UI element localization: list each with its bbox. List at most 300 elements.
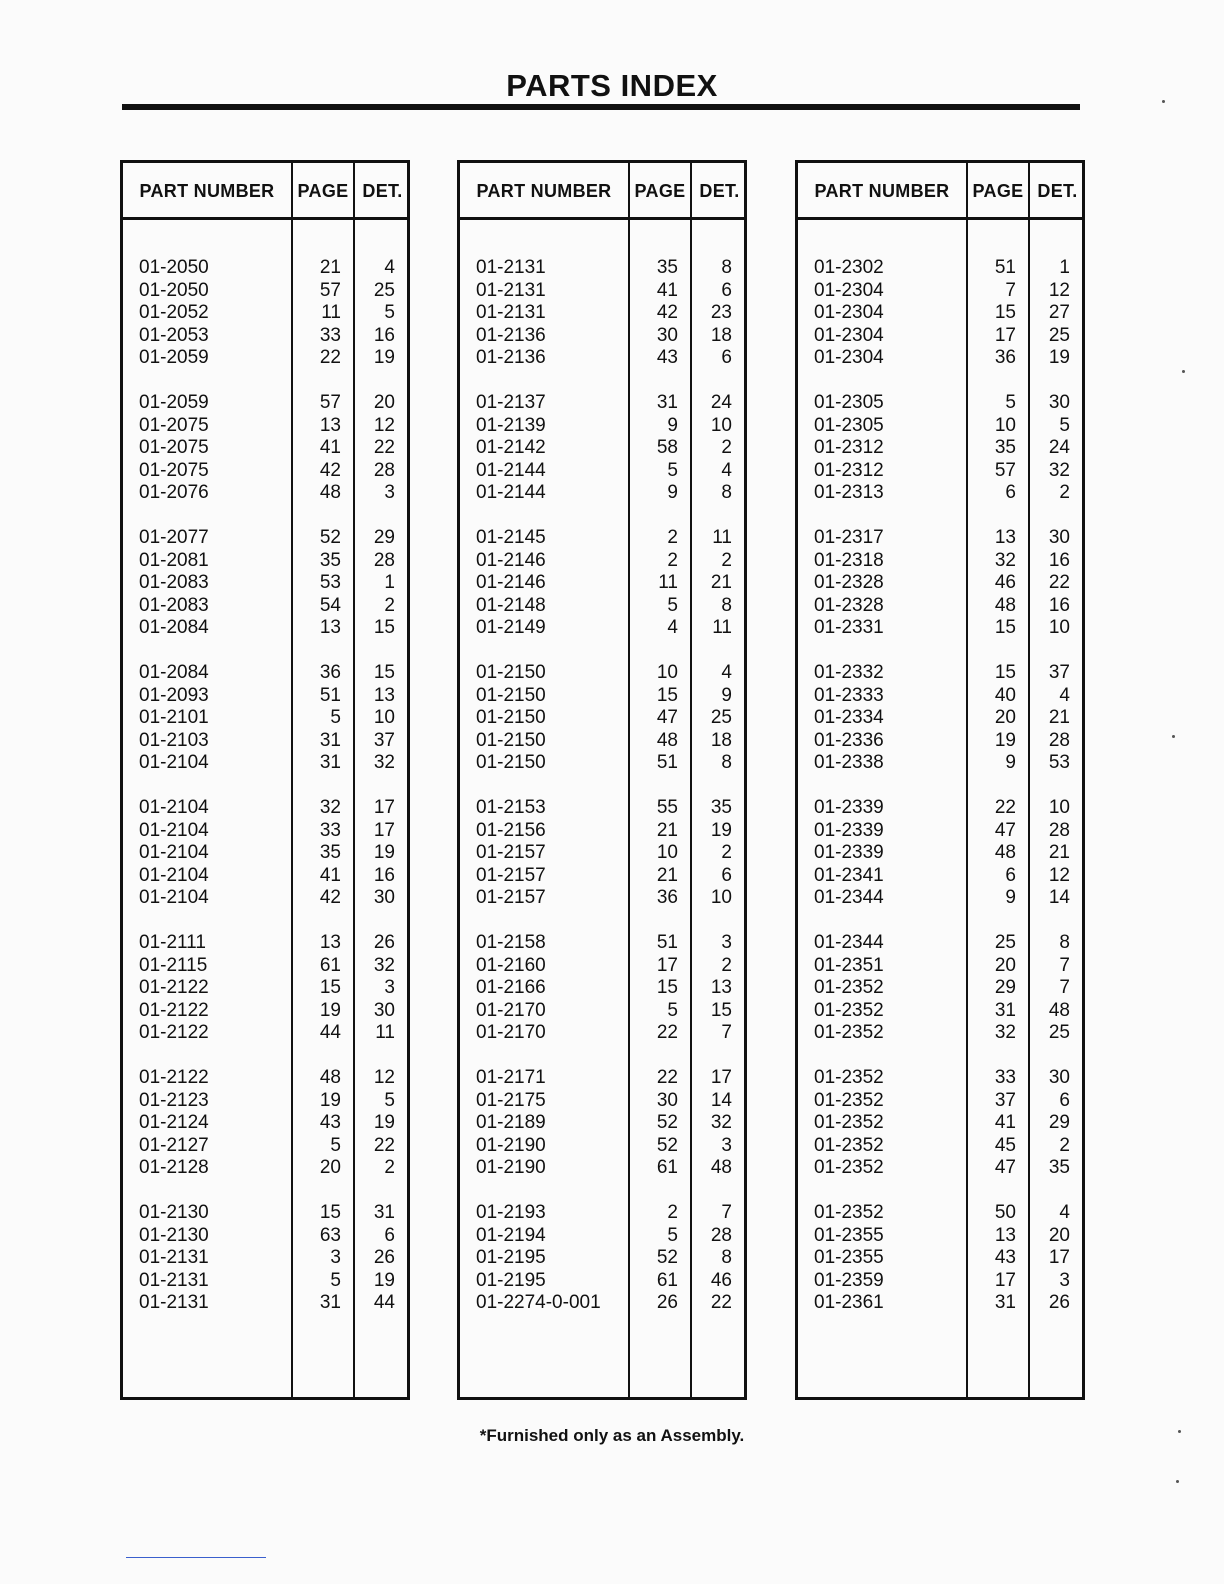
det-cell: 16: [1048, 549, 1070, 571]
table-row: [798, 977, 1082, 1000]
scan-speck: [1178, 1430, 1181, 1433]
table-row: [123, 752, 407, 775]
table-row: [123, 707, 407, 730]
page-cell: 2: [667, 549, 678, 571]
row-group: [460, 932, 744, 1045]
page-cell: 25: [994, 932, 1016, 953]
page-cell: 47: [994, 1157, 1016, 1178]
page-cell: 48: [994, 842, 1016, 863]
table-row: [460, 527, 744, 550]
part-number-cell: 01-2304: [814, 302, 884, 323]
parts-table-2: [457, 160, 747, 1400]
det-cell: 26: [373, 1247, 395, 1268]
table-row: [798, 842, 1082, 865]
table-row: [460, 280, 744, 303]
page-cell: 44: [319, 1022, 341, 1043]
part-number-cell: 01-2084: [139, 617, 209, 638]
table-row: [460, 1247, 744, 1270]
part-number-cell: 01-2150: [476, 752, 546, 773]
page-cell: 51: [656, 752, 678, 773]
table-row: [460, 392, 744, 415]
det-cell: 9: [721, 684, 732, 706]
part-number-cell: 01-2339: [814, 797, 884, 818]
row-group: [460, 797, 744, 910]
part-number-cell: 01-2145: [476, 527, 546, 548]
table-row: [460, 865, 744, 888]
part-number-cell: 01-2059: [139, 392, 209, 413]
part-number-cell: 01-2171: [476, 1067, 546, 1088]
table-row: [798, 482, 1082, 505]
table-row: [798, 1135, 1082, 1158]
page-cell: 13: [994, 527, 1016, 548]
det-cell: 2: [1059, 482, 1070, 503]
part-number-cell: 01-2332: [814, 662, 884, 683]
part-number-cell: 01-2146: [476, 549, 546, 571]
table-row: [460, 730, 744, 753]
table-row: [123, 1292, 407, 1315]
part-number-cell: 01-2352: [814, 1202, 884, 1223]
page-cell: 5: [667, 999, 678, 1021]
det-cell: 8: [721, 257, 732, 278]
part-number-cell: 01-2131: [476, 279, 546, 301]
table-row: [798, 1090, 1082, 1113]
table-header: [798, 163, 1082, 220]
part-number-cell: 01-2158: [476, 932, 546, 953]
part-number-cell: 01-2150: [476, 684, 546, 706]
table-row: [460, 347, 744, 370]
part-number-cell: 01-2359: [814, 1269, 884, 1291]
det-cell: 24: [710, 392, 732, 413]
row-group: [123, 527, 407, 640]
page-cell: 31: [994, 1292, 1016, 1313]
table-header: [460, 163, 744, 220]
page-cell: 5: [330, 707, 341, 728]
det-cell: 10: [710, 887, 732, 908]
det-cell: 32: [373, 954, 395, 976]
part-number-cell: 01-2050: [139, 279, 209, 301]
part-number-cell: 01-2156: [476, 819, 546, 841]
part-number-cell: 01-2122: [139, 999, 209, 1021]
det-cell: 4: [1059, 684, 1070, 706]
part-number-cell: 01-2170: [476, 1022, 546, 1043]
part-number-cell: 01-2312: [814, 459, 884, 481]
page-cell: 5: [1005, 392, 1016, 413]
table-row: [460, 1202, 744, 1225]
part-number-cell: 01-2150: [476, 707, 546, 728]
part-number-cell: 01-2131: [139, 1269, 209, 1291]
table-body: [798, 257, 1082, 1337]
part-number-cell: 01-2150: [476, 662, 546, 683]
det-cell: 30: [373, 887, 395, 908]
part-number-cell: 01-2050: [139, 257, 209, 278]
part-number-cell: 01-2104: [139, 887, 209, 908]
page-cell: 52: [656, 1134, 678, 1156]
page-cell: 36: [319, 662, 341, 683]
det-cell: 21: [1048, 842, 1070, 863]
part-number-cell: 01-2101: [139, 707, 209, 728]
part-number-cell: 01-2302: [814, 257, 884, 278]
page-cell: 21: [319, 257, 341, 278]
row-group: [798, 797, 1082, 910]
part-number-cell: 01-2104: [139, 864, 209, 886]
part-number-cell: 01-2131: [476, 257, 546, 278]
page-cell: 50: [994, 1202, 1016, 1223]
table-row: [798, 1022, 1082, 1045]
det-cell: 25: [710, 707, 732, 728]
det-cell: 25: [1048, 324, 1070, 346]
part-number-cell: 01-2131: [139, 1292, 209, 1313]
table-row: [798, 820, 1082, 843]
table-row: [123, 842, 407, 865]
page-cell: 9: [667, 414, 678, 436]
row-group: [798, 527, 1082, 640]
part-number-cell: 01-2104: [139, 752, 209, 773]
title-rule: [122, 104, 1080, 110]
row-group: [798, 1202, 1082, 1315]
table-row: [123, 415, 407, 438]
page-cell: 22: [994, 797, 1016, 818]
part-number-cell: 01-2130: [139, 1202, 209, 1223]
parts-table-3: [795, 160, 1085, 1400]
part-number-cell: 01-2344: [814, 932, 884, 953]
det-cell: 15: [373, 617, 395, 638]
table-row: [123, 437, 407, 460]
table-row: [798, 257, 1082, 280]
table-row: [798, 325, 1082, 348]
row-group: [798, 932, 1082, 1045]
det-cell: 11: [712, 527, 732, 548]
table-row: [123, 257, 407, 280]
table-row: [460, 482, 744, 505]
part-number-cell: 01-2123: [139, 1089, 209, 1111]
page-cell: 63: [319, 1224, 341, 1246]
page-cell: 19: [994, 729, 1016, 751]
row-group: [460, 1202, 744, 1315]
table-row: [123, 550, 407, 573]
table-body: [460, 257, 744, 1337]
det-cell: 8: [1059, 932, 1070, 953]
table-row: [123, 662, 407, 685]
det-cell: 7: [721, 1202, 732, 1223]
part-number-cell: 01-2139: [476, 414, 546, 436]
part-number-cell: 01-2081: [139, 549, 209, 571]
table-row: [123, 977, 407, 1000]
part-number-cell: 01-2127: [139, 1134, 209, 1156]
table-row: [798, 865, 1082, 888]
det-cell: 17: [710, 1067, 732, 1088]
det-cell: 31: [373, 1202, 395, 1223]
part-number-cell: 01-2131: [476, 302, 546, 323]
det-cell: 48: [1048, 999, 1070, 1021]
det-cell: 35: [1048, 1157, 1070, 1178]
det-cell: 26: [1048, 1292, 1070, 1313]
det-cell: 12: [1048, 279, 1070, 301]
page-cell: 15: [994, 662, 1016, 683]
page-cell: 43: [994, 1247, 1016, 1268]
det-cell: 14: [1048, 887, 1070, 908]
part-number-cell: 01-2305: [814, 392, 884, 413]
part-number-cell: 01-2304: [814, 279, 884, 301]
det-cell: 13: [373, 684, 395, 706]
page-cell: 55: [656, 797, 678, 818]
table-row: [460, 1090, 744, 1113]
det-cell: 19: [373, 842, 395, 863]
part-number-cell: 01-2157: [476, 887, 546, 908]
page-cell: 31: [319, 752, 341, 773]
footnote: *Furnished only as an Assembly.: [479, 1426, 745, 1445]
table-row: [460, 1292, 744, 1315]
part-number-cell: 01-2075: [139, 414, 209, 436]
page-cell: 36: [994, 347, 1016, 368]
part-number-cell: 01-2148: [476, 594, 546, 616]
page-cell: 57: [319, 279, 341, 301]
table-row: [460, 1067, 744, 1090]
part-number-cell: 01-2317: [814, 527, 884, 548]
page-cell: 22: [319, 347, 341, 368]
part-number-cell: 01-2352: [814, 1089, 884, 1111]
page-cell: 41: [994, 1112, 1016, 1133]
row-group: [123, 1067, 407, 1180]
table-row: [123, 1157, 407, 1180]
page-cell: 11: [321, 302, 341, 323]
part-number-cell: 01-2352: [814, 1157, 884, 1178]
page-cell: 35: [319, 549, 341, 571]
row-group: [798, 662, 1082, 775]
part-number-cell: 01-2195: [476, 1247, 546, 1268]
det-cell: 20: [373, 392, 395, 413]
part-number-cell: 01-2083: [139, 572, 209, 593]
det-cell: 22: [710, 1292, 732, 1313]
table-row: [798, 392, 1082, 415]
page-cell: 17: [994, 324, 1016, 346]
table-row: [123, 392, 407, 415]
det-cell: 13: [710, 977, 732, 998]
page-cell: 37: [994, 1089, 1016, 1111]
table-row: [798, 887, 1082, 910]
table-row: [123, 1022, 407, 1045]
table-row: [123, 865, 407, 888]
table-row: [460, 550, 744, 573]
header-part-number: PART NUMBER: [814, 181, 950, 201]
table-row: [798, 797, 1082, 820]
table-row: [460, 1000, 744, 1023]
det-cell: 8: [721, 482, 732, 503]
bottom-rule: [126, 1557, 266, 1558]
page-cell: 51: [319, 684, 341, 706]
page-cell: 48: [319, 1067, 341, 1088]
page-cell: 5: [667, 594, 678, 616]
row-group: [123, 392, 407, 505]
page-cell: 2: [667, 527, 678, 548]
det-cell: 10: [373, 707, 395, 728]
page-cell: 9: [667, 482, 678, 503]
part-number-cell: 01-2146: [476, 572, 546, 593]
page-cell: 21: [656, 864, 678, 886]
part-number-cell: 01-2103: [139, 729, 209, 751]
page-cell: 15: [319, 1202, 341, 1223]
part-number-cell: 01-2351: [814, 954, 884, 976]
table-row: [460, 955, 744, 978]
table-row: [123, 460, 407, 483]
page-cell: 9: [1005, 887, 1016, 908]
page-cell: 31: [319, 729, 341, 751]
part-number-cell: 01-2150: [476, 729, 546, 751]
part-number-cell: 01-2341: [814, 864, 884, 886]
det-cell: 28: [710, 1224, 732, 1246]
det-cell: 4: [384, 257, 395, 278]
row-group: [798, 392, 1082, 505]
header-page: PAGE: [297, 181, 349, 201]
table-row: [123, 302, 407, 325]
det-cell: 6: [384, 1224, 395, 1246]
page-cell: 61: [656, 1157, 678, 1178]
table-row: [123, 1135, 407, 1158]
page-cell: 45: [994, 1134, 1016, 1156]
det-cell: 11: [712, 617, 732, 638]
table-row: [798, 1292, 1082, 1315]
table-row: [123, 572, 407, 595]
part-number-cell: 01-2313: [814, 482, 884, 503]
det-cell: 2: [721, 549, 732, 571]
table-row: [798, 347, 1082, 370]
det-cell: 32: [710, 1112, 732, 1133]
det-cell: 10: [710, 414, 732, 436]
header-page: PAGE: [634, 181, 686, 201]
det-cell: 32: [373, 752, 395, 773]
det-cell: 30: [1048, 1067, 1070, 1088]
page-cell: 43: [319, 1112, 341, 1133]
table-row: [798, 415, 1082, 438]
part-number-cell: 01-2339: [814, 819, 884, 841]
page-cell: 29: [994, 977, 1016, 998]
det-cell: 4: [721, 459, 732, 481]
page-cell: 54: [319, 594, 341, 616]
det-cell: 15: [710, 999, 732, 1021]
row-group: [460, 257, 744, 370]
page-cell: 5: [667, 459, 678, 481]
page-cell: 32: [994, 549, 1016, 571]
table-row: [123, 595, 407, 618]
page-cell: 10: [656, 662, 678, 683]
page-cell: 20: [994, 954, 1016, 976]
part-number-cell: 01-2304: [814, 324, 884, 346]
page-cell: 5: [330, 1269, 341, 1291]
page-cell: 3: [330, 1247, 341, 1268]
page-cell: 51: [656, 932, 678, 953]
det-cell: 10: [1048, 617, 1070, 638]
page-cell: 43: [656, 347, 678, 368]
table-row: [798, 1000, 1082, 1023]
table-row: [123, 280, 407, 303]
table-row: [123, 1247, 407, 1270]
page-cell: 42: [319, 887, 341, 908]
table-row: [123, 527, 407, 550]
page-cell: 61: [319, 954, 341, 976]
det-cell: 14: [710, 1089, 732, 1111]
page-cell: 30: [656, 324, 678, 346]
page-cell: 57: [994, 459, 1016, 481]
table-row: [798, 1270, 1082, 1293]
part-number-cell: 01-2195: [476, 1269, 546, 1291]
table-row: [460, 977, 744, 1000]
det-cell: 7: [721, 1022, 732, 1043]
table-row: [460, 1112, 744, 1135]
header-part-number: PART NUMBER: [476, 181, 612, 201]
table-row: [460, 707, 744, 730]
det-cell: 18: [710, 729, 732, 751]
page-cell: 35: [994, 437, 1016, 458]
det-cell: 6: [721, 279, 732, 301]
table-row: [798, 280, 1082, 303]
page-cell: 26: [656, 1292, 678, 1313]
det-cell: 12: [1048, 864, 1070, 886]
part-number-cell: 01-2190: [476, 1134, 546, 1156]
part-number-cell: 01-2053: [139, 324, 209, 346]
table-row: [123, 1225, 407, 1248]
det-cell: 4: [1059, 1202, 1070, 1223]
table-row: [460, 302, 744, 325]
part-number-cell: 01-2333: [814, 684, 884, 706]
page-cell: 7: [1005, 279, 1016, 301]
part-number-cell: 01-2115: [139, 954, 208, 976]
header-det: DET.: [362, 181, 403, 201]
det-cell: 17: [373, 797, 395, 818]
det-cell: 7: [1059, 977, 1070, 998]
table-row: [798, 932, 1082, 955]
row-group: [123, 662, 407, 775]
table-row: [798, 1247, 1082, 1270]
scan-speck: [1182, 370, 1185, 373]
det-cell: 27: [1048, 302, 1070, 323]
table-row: [123, 955, 407, 978]
part-number-cell: 01-2274-0-001: [476, 1292, 601, 1313]
det-cell: 12: [373, 414, 395, 436]
page-cell: 41: [319, 437, 341, 458]
part-number-cell: 01-2124: [139, 1112, 209, 1133]
det-cell: 19: [710, 819, 732, 841]
det-cell: 11: [375, 1022, 395, 1043]
part-number-cell: 01-2160: [476, 954, 546, 976]
part-number-cell: 01-2304: [814, 347, 884, 368]
page-cell: 17: [994, 1269, 1016, 1291]
table-row: [123, 730, 407, 753]
det-cell: 5: [1059, 414, 1070, 436]
det-cell: 35: [710, 797, 732, 818]
table-row: [460, 595, 744, 618]
part-number-cell: 01-2361: [814, 1292, 884, 1313]
det-cell: 28: [373, 459, 395, 481]
part-number-cell: 01-2355: [814, 1224, 884, 1246]
page-cell: 53: [319, 572, 341, 593]
table-row: [123, 887, 407, 910]
table-body: [123, 257, 407, 1337]
part-number-cell: 01-2149: [476, 617, 546, 638]
table-row: [798, 460, 1082, 483]
det-cell: 16: [1048, 594, 1070, 616]
table-row: [460, 460, 744, 483]
part-number-cell: 01-2334: [814, 707, 884, 728]
table-row: [460, 1157, 744, 1180]
scan-speck: [1162, 100, 1165, 103]
part-number-cell: 01-2339: [814, 842, 884, 863]
page-cell: 13: [994, 1224, 1016, 1246]
part-number-cell: 01-2175: [476, 1089, 546, 1111]
part-number-cell: 01-2077: [139, 527, 209, 548]
table-row: [460, 1270, 744, 1293]
table-row: [798, 955, 1082, 978]
det-cell: 6: [721, 864, 732, 886]
det-cell: 28: [1048, 819, 1070, 841]
